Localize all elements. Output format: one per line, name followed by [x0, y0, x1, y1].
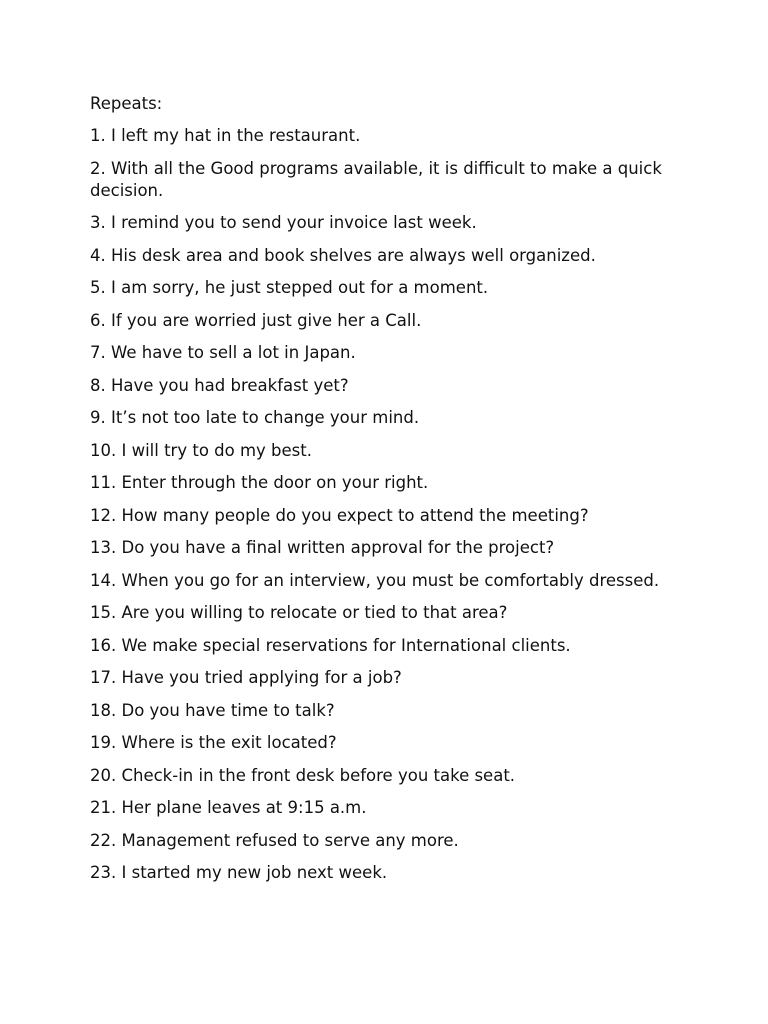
sentence-item: 6. If you are worried just give her a Call.: [90, 310, 422, 330]
sentence-item: 8. Have you had breakfast yet?: [90, 375, 349, 395]
sentence-item: 5. I am sorry, he just stepped out for a moment.: [90, 278, 489, 297]
sentence-item: 13. Do you have a final written approval for the project?: [90, 538, 555, 557]
sentence-item: 23. I started my new job next week.: [90, 863, 388, 882]
sentence-item: 3. I remind you to send your invoice last week.: [90, 213, 477, 232]
sentence-item: 7. We have to sell a lot in Japan.: [90, 343, 356, 362]
sentence-item: 2. With all the Good programs available, it is difficult to make a quick decision.: [90, 158, 662, 200]
sentence-item: 9. It’s not too late to change your mind.: [90, 408, 420, 427]
sentence-item: 4. His desk area and book shelves are always well organized.: [90, 245, 596, 265]
sentence-item: 11. Enter through the door on your right.: [90, 473, 429, 492]
document-heading: Repeats:: [90, 94, 163, 113]
sentence-item: 14. When you go for an interview, you must be comfortably dressed.: [90, 570, 660, 590]
sentence-item: 22. Management refused to serve any more.: [90, 830, 459, 850]
sentence-item: 16. We make special reservations for International clients.: [90, 635, 571, 655]
document-page: [90, 93, 670, 895]
sentence-list: [90, 125, 670, 884]
sentence-item: 20. Check-in in the front desk before you take seat.: [90, 765, 516, 785]
sentence-item: 15. Are you willing to relocate or tied to that area?: [90, 603, 508, 622]
sentence-item: 17. Have you tried applying for a job?: [90, 668, 402, 687]
sentence-item: 19. Where is the exit located?: [90, 733, 337, 752]
sentence-item: 10. I will try to do my best.: [90, 440, 312, 460]
sentence-item: 18. Do you have time to talk?: [90, 700, 335, 720]
sentence-item: 12. How many people do you expect to attend the meeting?: [90, 505, 589, 525]
sentence-item: 1. I left my hat in the restaurant.: [90, 126, 361, 145]
sentence-item: 21. Her plane leaves at 9:15 a.m.: [90, 798, 367, 817]
